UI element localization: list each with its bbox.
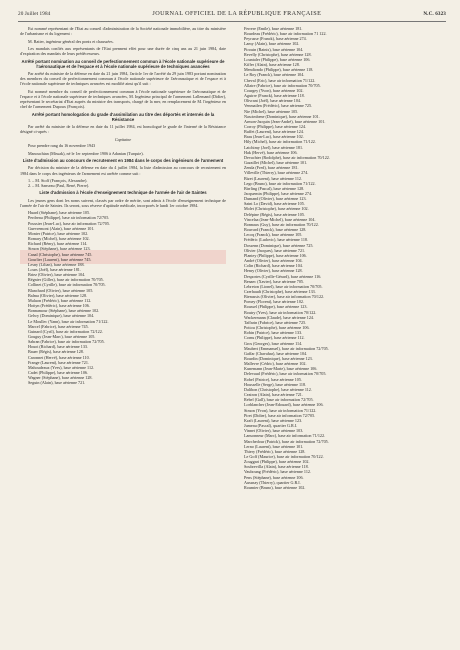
list-item: Soubrevilla (Alain), base aérienne 118. (244, 464, 309, 470)
list-item: Muluon (Frédéric), base aérienne 112. (28, 297, 92, 303)
list-item: Gazaillet (Michel), base aérienne 101. (244, 160, 308, 166)
list-item: Frédéric (Ludovic), base aérienne 118. (244, 237, 308, 243)
list-item: Le Roy (Franck), base aérienne 104. (244, 72, 305, 78)
student-list (20, 210, 226, 385)
list-item: Le Moullec (Yann), base air information 71/122. (28, 318, 109, 324)
paragraph: Par arrêté du ministre de la défense en date du 11 juillet 1984, est homologué le grade de l'interné de la Résistance désigné ci-après : (20, 124, 226, 135)
list-item: Wackermann (Claude), base aérienne 124. (244, 314, 315, 320)
list-item: Bourdin (Dominique), base aérienne 123. (244, 356, 313, 361)
list-item: Rebel (Gall), base air information 72/705. (244, 397, 314, 403)
list-item: Roussel (Philippe), base aérienne 123. (244, 304, 308, 310)
section-heading: Liste d'admission à l'école d'enseignement technique de l'armée de l'air de Saintes (39, 190, 207, 196)
section-heading: Liste d'admission au concours de recrutement en 1984 dans le corps des ingénieurs de l'armement (22, 158, 224, 164)
list-item: Caronnet (Hervé), base aérienne 110. (28, 354, 90, 360)
list-item: Delevaud (Frédéric), base air information 70/705. (244, 371, 327, 377)
list-item: Robel (Patrice), base aérienne 105. (244, 376, 302, 382)
list-item: Bizet (Laurent), base aérienne 112. (244, 175, 303, 181)
list-item: Canal (Christophe), base aérienne 745. (28, 251, 93, 257)
page-header (18, 10, 446, 20)
list-item: Houot (Richard), base aérienne 133. (28, 344, 89, 350)
list-item: Lerno (Laurent), base aérienne 101. (244, 443, 304, 449)
header-title: JOURNAL OFFICIEL DE LA RÉPUBLIQUE FRANÇAISE (152, 10, 322, 17)
list-item: Allaire (Fabrice), base air information 70/705. (244, 82, 321, 88)
list-item: Lours (Joël), base aérienne 181. (28, 266, 81, 272)
list-item: Roumier (Bruno), base aérienne 102. (244, 484, 306, 490)
list-item: Lebreton (Lionel), base air information 70/705. (244, 283, 323, 289)
list-item: Lecoq (Franck), base aérienne 105. (244, 232, 303, 238)
list-item: Nie (Michel), base aérienne 105. (244, 108, 299, 114)
student-list-continued (244, 26, 444, 490)
list-item: Kraft (Laurent), base aérienne 123. (244, 417, 303, 423)
list-item: Olivrant (Joël), base aérienne 104. (244, 98, 302, 104)
list-item: Peyrusse (Franck), base aérienne 274. (244, 36, 307, 42)
paragraph: Pour prendre rang du 16 novembre 1943 (28, 143, 96, 149)
list-item: Frange (Laurent), base aérienne 721. (28, 359, 89, 365)
list-item: Colin (Richard), base aérienne 104. (244, 263, 303, 269)
paragraph: Manouchian (Missak), né le 1er septembre 1906 à Adanian (Turquie). (28, 150, 144, 156)
list-item: Benaec (Xavier), base aérienne 705. (244, 278, 305, 284)
list-item: Wagner (Stéphane), base aérienne 128. (28, 375, 93, 381)
list-item: Gros (Georges), base aérienne 114. (244, 340, 303, 346)
list-item: Desportes (Cyrille-Gérard), base aérienne 116. (244, 273, 322, 279)
list-item: Plantey (Philippe), base aérienne 106. (244, 252, 307, 258)
list-item: Venmailen (Frédéric), base aérienne 725. (244, 103, 313, 109)
left-column (20, 26, 226, 388)
paragraph: Par arrêté du ministre de la défense en date du 21 juin 1984, l'article 1er de l'arrêté du 29 juin 1983 portant nomination des membres du conseil de perfectionnement commun à l'école nationale supérieure de l'aéronautique et de l'espace et à l'école nationale supérieure de techniques avancées est modifié ainsi qu'il suit : (20, 71, 226, 87)
list-item: Collinet (Cyrille), base air information 70/705. (28, 282, 106, 288)
list-item: Richard (Rémy), base aérienne 114. (28, 241, 88, 247)
list-item: Taffarin (Fabrice), base aérienne 725. (244, 319, 307, 325)
list-item: Gelwy (Dominique), base aérienne 104. (28, 313, 95, 319)
list-item: Régnier (Gilles), base air information 70/705. (28, 277, 104, 283)
list-item: Guevremont (Alain), base aérienne 101. (28, 225, 95, 231)
list-item: Lansonneur (Marc), base air information 71/122. (244, 433, 326, 439)
list-item: Seguin (Alain), base aérienne 721. (28, 380, 86, 386)
list-item: Pottou (Christophe), base aérienne 106. (244, 325, 310, 331)
paragraph: Les jeunes gens dont les noms suivent, classés par ordre de mérite, sont admis à l'école d'enseignement technique de l'armée de l'air de Saintes. Ils seront, sous réserve d'aptitude médicale, incorporés le lundi 1er octobre 1984. (20, 197, 226, 208)
list-item: Mendiondo (Philippe), base aérienne 118. (244, 67, 314, 73)
list-item: Lesny (Lilian), base aérienne 188. (28, 261, 85, 267)
rank-label: Capitaine (114, 136, 132, 142)
list-item: Jacquemin (Philippe), base aérienne 274. (244, 191, 313, 196)
list-item: Vinnet (Olivier), base aérienne 103. (244, 428, 304, 434)
list-item: Dossenn (Dominique), base aérienne 725. (244, 242, 314, 248)
list-item: Ferrere (Emile), base aérienne 181. (244, 26, 303, 31)
list-item: Revelly (Christophe), base aérienne 128. (244, 51, 312, 57)
list-item: Bouvard (Franck), base aérienne 128. (244, 227, 307, 233)
list-item: Brau (Jean-Luc), base aérienne 102. (244, 134, 304, 140)
list-item: Molet (Christophe), base aérienne 102. (244, 206, 309, 212)
list-item: Boutry (Yves), base air information 70/122. (244, 309, 317, 315)
list-item: Aguirre (Franck), base aérienne 118. (244, 93, 305, 99)
list-item: Corroy (Philippe), base aérienne 124. (244, 123, 307, 129)
section-heading: Arrêté portant nomination au conseil de perfectionnement commun à l'école nationale supérieure de l'aéronautique et de l'espace et à l'école nationale supérieure de techniques avancées (21, 58, 225, 69)
list-item: Lamy (Alain), base aérienne 102. (244, 41, 300, 47)
list-item: André (Olivier), base aérienne 104. (244, 258, 303, 264)
list-item: Hily (Michel), base air information 71/122. (244, 139, 316, 145)
list-item: Housselle (Serge), base aérienne 118. (244, 381, 307, 387)
list-item: Robin (Patrice), base aérienne 133. (244, 330, 303, 336)
list-item: Aussnay (Thierry), quartier G.R.I. (244, 479, 301, 485)
list-item: Zenda (Fred), base aérienne 181. (244, 165, 299, 171)
list-item: Gourlier (Laurent), base aérienne 745. (28, 256, 92, 262)
paragraph: M. Ratier, ingénieur général des ponts et chaussées. (28, 38, 114, 44)
list-item: Saint Lo (David), base aérienne 105. (244, 201, 305, 207)
paragraph: Est nommé représentant de l'Etat au conseil d'administration de la Société nationale immobilière, au titre du ministère de l'urbanisme et du logement : (20, 26, 226, 37)
list-item: Thiery (Frédéric), base aérienne 128. (244, 448, 306, 454)
list-item: Delépine (Régis), base aérienne 105. (244, 211, 305, 217)
list-item: Bauer (Régis), base aérienne 128. (28, 349, 84, 355)
list-item: Romary (Michel), base aérienne 102. (28, 236, 90, 242)
list-item: Kiffer (Alain), base aérienne 128. (244, 62, 300, 68)
list-item: Devachter (Rodolphe), base air information 70/122. (244, 154, 330, 160)
paragraph: Par décision du ministre de la défense en date du 4 juillet 1984, la liste d'admission au concours de recrutement en 1984 dans le corps des ingénieurs de l'armement est arrêtée comme suit : (20, 165, 226, 176)
list-item: Blanchard (Olivier), base aérienne 105. (28, 287, 94, 293)
right-column (244, 26, 444, 492)
list-item: Latchimy (Joel), base aérienne 181. (244, 144, 304, 150)
header-date: 20 Juillet 1984 (18, 11, 51, 17)
list-item: Bonnaux (Guy), base air information 70/122. (244, 221, 319, 227)
list-item: Armon-Jacquin (Jean-André), base aérienne 101. (244, 118, 326, 124)
list-item: Czerhaudt (Christophe), base aérienne 133. (244, 288, 316, 294)
list-item: 2. – M. Sanseau (Paul, René, Pierre). (28, 183, 90, 189)
list-item: Kunemann (Jean-Marie), base aérienne 106. (244, 366, 318, 372)
list-item: Mallevre (Cédric), base aérienne 102. (244, 361, 307, 367)
list-item: Zouggari (Philippe), base aérienne 102. (244, 459, 310, 465)
list-item: Pomey (Florent), base aérienne 102. (244, 299, 305, 305)
list-item: Simon (Yvon), base air information 71/122. (244, 407, 317, 413)
list-item: Cornu (Philippe), base aérienne 112. (244, 335, 305, 341)
list-item: Gaffar (Chavahar), base aérienne 104. (244, 350, 308, 356)
list-item: Birrling (Pascal), base aérienne 128. (244, 185, 305, 191)
list-item: Jumeau (Pascal), quartier G.R.I. (244, 423, 298, 429)
list-item: Dalibon (Christophe), base aérienne 112. (244, 386, 312, 392)
list-item: Lountaler (Philippe), base aérienne 106. (244, 56, 311, 62)
list-item: Sabran (Fabrice), base air information 72/705. (28, 339, 105, 345)
list-item: Monier (Patrice), base aérienne 102. (28, 230, 89, 236)
list-item: Poussier (Jean-Luc), base air information 72/705. (28, 220, 110, 226)
header-rule (18, 21, 446, 22)
section-heading: Arrêté portant homologation du grade d'assimilation au titre des déportés et internés de la Résistance (31, 112, 215, 123)
list-item: 1. – M. Stoff (François, Alexandre). (28, 178, 88, 184)
list-item: Dumand (Olivier), base aérienne 123. (244, 196, 307, 202)
list-item: Lego (Bruno), base air information 71/122. (244, 180, 316, 186)
list-item: Maubert (Emmanuel), base air information 72/705. (244, 345, 329, 351)
list-item: Guinard (Cyril), base air information 72/122. (28, 328, 103, 334)
list-item: Buffet (Laurent), base aérienne 124. (244, 129, 304, 135)
list-item: Briez (Olivier), base aérienne 104. (28, 272, 86, 278)
list-item: Simon (Stéphane), base aérienne 123. (28, 246, 91, 252)
admission-list (20, 178, 226, 188)
list-item: Lorblancher (Jean-Edouard), base aérienne 106. (244, 402, 324, 408)
list-item: Gouguy (Jean-Marc), base aérienne 105. (28, 334, 96, 339)
list-item: Mahoudeaux (Yves), base aérienne 112. (28, 364, 95, 370)
list-item: Marcel (Fabrice), base aérienne 745. (28, 323, 89, 329)
list-item: Henry (Olivier), base aérienne 128. (244, 268, 303, 274)
list-item: Nascimbene (Dominique), base aérienne 101. (244, 113, 320, 119)
list-item: Piret (Didier), base air information 72/705. (244, 412, 316, 418)
list-item: Bienassis (Olivier), base air information 70/122. (244, 294, 325, 300)
list-item: Huard (Stéphane), base aérienne 105. (28, 210, 91, 216)
list-item: Vincelaa (Jean-Michel), base aérienne 104. (244, 216, 316, 222)
list-item: Pens (Stéphane), base aérienne 106. (244, 474, 304, 480)
list-item: Cadet (Philippe), base aérienne 106. (28, 370, 89, 376)
header-page-number: N.C. 6323 (423, 11, 446, 17)
list-item: Le Goff (Maurice), base air information 70/122. (244, 453, 324, 459)
list-item: Vauboung (Frédéric), base aérienne 112. (244, 469, 311, 475)
list-item: Ceairon (Alain), base aérienne 721. (244, 392, 303, 398)
list-item: Perdreau (Philippe), base air information 72/705. (28, 215, 110, 221)
paragraph: Est nommé membre du conseil de perfectionnement commun à l'école nationale supérieure de l'aéronautique et de l'espace et à l'école nationale supérieure de techniques avancées, M. Ingénieur principal de l'armement Lallemand (Didier), représentant le secrétariat d'Etat auprès du ministre des transports, chargé de la mer, en remplacement de M. l'ingénieur en chef de l'armement Dupoux (François). (20, 89, 226, 110)
list-item: Balma (Olivier), base aérienne 128. (28, 292, 88, 298)
list-item: Hak (Hervé), base aérienne 106. (244, 149, 298, 155)
list-item: Hottyn (Frédéric), base aérienne 106. (28, 303, 90, 309)
list-item: Bourdeau (Frédéric), base air information 71 122. (244, 31, 327, 37)
list-item: Courgey (Yvon), base aérienne 102. (244, 87, 304, 93)
list-item: Cheval (Eric), base air information 71/122. (244, 77, 316, 83)
list-item: Pirouin (Rainis), base aérienne 104. (244, 46, 304, 52)
paragraph: Les mandats confiés aux représentants de l'Etat prennent effet pour une durée de cinq ans au 21 juin 1984, date d'expiration des mandats de leurs prédécesseurs. (20, 46, 226, 57)
list-item: Villeville (Thierry), base aérienne 274. (244, 170, 309, 176)
list-item: Olivier (Jacques), base aérienne 721. (244, 247, 306, 253)
list-item: Bonnamour (Stéphane), base aérienne 102. (28, 308, 100, 314)
list-item: Marchedour (Patrick), base air information 72/705. (244, 438, 329, 444)
